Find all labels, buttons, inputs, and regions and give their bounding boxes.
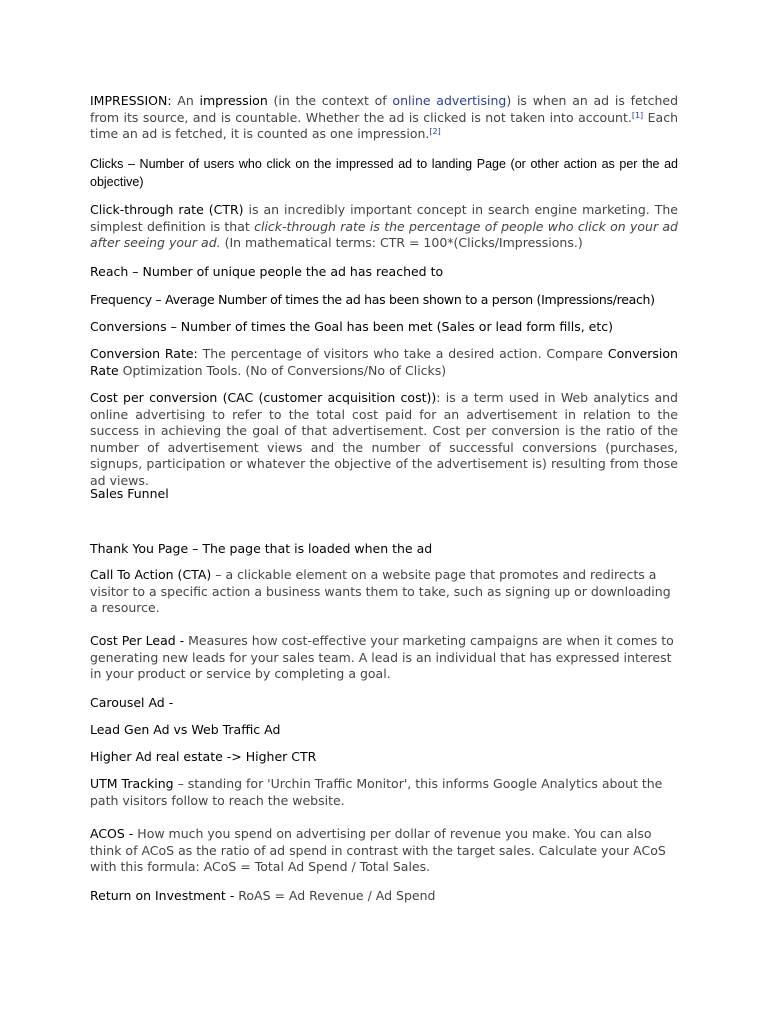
lead-gen-paragraph: Lead Gen Ad vs Web Traffic Ad [90,722,281,737]
cta-term: Call To Action (CTA) [90,567,212,582]
conversion-rate-term: Conversion Rate: [90,346,198,361]
cost-per-lead-paragraph: Cost Per Lead - Measures how cost-effective your marketing campaigns are when it comes to generating new leads for your sales team. A lead is an individual that has expressed interest in your product or service by completing a goal. [90,633,674,681]
conversions-paragraph: Conversions – Number of times the Goal has been met (Sales or lead form fills, etc) [90,319,614,334]
acos-paragraph: ACOS - How much you spend on advertising per dollar of revenue you make. You can also think of ACoS as the ratio of ad spend in contrast with the target sales. Calculate your ACoS with this formula: ACoS = Total Ad Spend / Total Sales. [90,826,666,874]
thank-you-page-paragraph: Thank You Page – The page that is loaded when the ad [90,541,433,556]
ctr-paragraph: Click-through rate (CTR) is an incredibly important concept in search engine marketing. The simplest definition is that click-through rate is the percentage of people who click on your ad after seeing your ad. (In mathematical terms: CTR = 100*(Clicks/Impressions.) [90,202,678,250]
reference-1-link[interactable]: [1] [631,110,644,120]
clicks-paragraph: Clicks – Number of users who click on the impressed ad to landing Page (or other action as per the ad objective) [90,157,678,189]
impression-paragraph: IMPRESSION: An impression (in the context of online advertising) is when an ad is fetched from its source, and is countable. Whether the ad is clicked is not taken into account.[1] Each time an ad is fetched, it is counted as one impression.[2] [90,93,679,141]
ctr-term: Click-through rate (CTR) [90,202,244,217]
reach-paragraph: Reach – Number of unique people the ad has reached to [90,264,444,279]
cost-per-conversion-term: Cost per conversion (CAC (customer acquisition cost)) [90,390,437,405]
impression-term: IMPRESSION: [90,93,172,108]
utm-term: UTM Tracking [90,776,174,791]
acos-term: ACOS - [90,826,134,841]
carousel-ad-paragraph: Carousel Ad - [90,695,174,710]
conversion-rate-paragraph: Conversion Rate: The percentage of visitors who take a desired action. Compare Conversion Rate Optimization Tools. (No of Conversions/No of Clicks) [90,346,678,378]
online-advertising-link[interactable]: online advertising [392,93,507,108]
sales-funnel-heading: Sales Funnel [90,486,169,501]
cta-paragraph: Call To Action (CTA) – a clickable element on a website page that promotes and redirects a visitor to a specific action a business wants them to take, such as signing up or downloading a resource. [90,567,671,615]
cost-per-conversion-paragraph: Cost per conversion (CAC (customer acquisition cost)): is a term used in Web analytics and online advertising to refer to the total cost paid for an advertisement in relation to the success in achieving the goal of that advertisement. Cost per conversion is the ratio of the number of advertisement views and the number of successful conversions (purchases, signups, participation or whatever the objective of the advertisement is) resulting from those ad views. [90,390,678,488]
utm-paragraph: UTM Tracking – standing for 'Urchin Traffic Monitor', this informs Google Analytics about the path visitors follow to reach the website. [90,776,663,808]
reference-2-link[interactable]: [2] [429,127,441,136]
roi-term: Return on Investment - [90,888,235,903]
roi-paragraph: Return on Investment - RoAS = Ad Revenue / Ad Spend [90,888,436,903]
frequency-paragraph: Frequency – Average Number of times the ad has been shown to a person (Impressions/reach) [90,292,655,307]
cost-per-lead-term: Cost Per Lead - [90,633,185,648]
higher-ad-paragraph: Higher Ad real estate -> Higher CTR [90,749,317,764]
